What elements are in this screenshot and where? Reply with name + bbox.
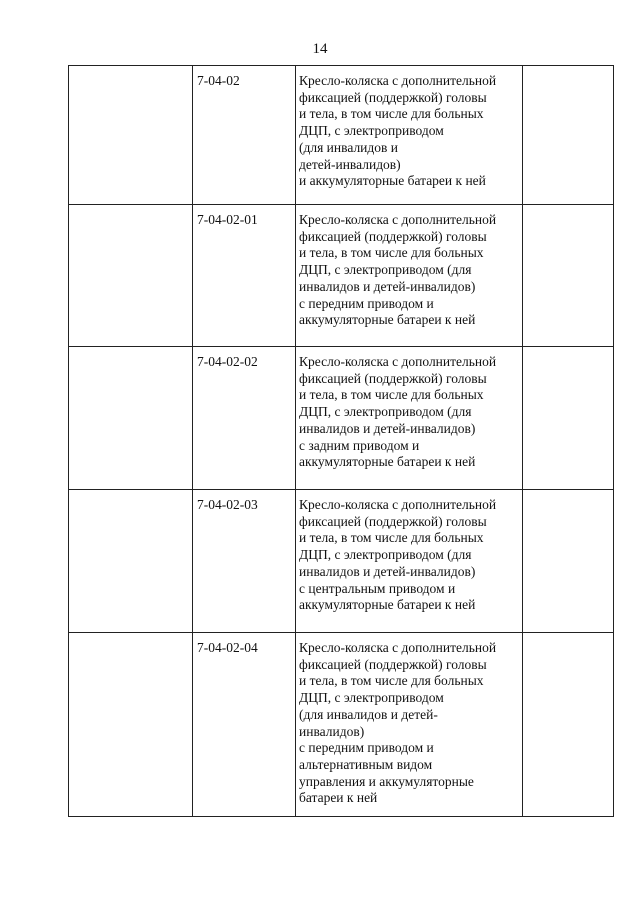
- empty-cell-last: [523, 633, 614, 817]
- description-line: Кресло-коляска с дополнительной: [299, 354, 497, 369]
- description-line: (для инвалидов и: [299, 139, 398, 155]
- description-line: аккумуляторные батареи к ней: [299, 454, 476, 470]
- product-description: [296, 205, 523, 347]
- description-line: и аккумуляторные батареи к ней: [299, 173, 486, 189]
- empty-cell-first: [69, 205, 193, 347]
- description-line: с передним приводом и: [299, 295, 434, 311]
- description-line: Кресло-коляска с дополнительной: [299, 497, 497, 512]
- product-description: [296, 66, 523, 205]
- table-row: [69, 347, 614, 490]
- description-line: Кресло-коляска с дополнительной: [299, 73, 497, 88]
- page-number: 14: [312, 41, 328, 57]
- description-line: аккумуляторные батареи к ней: [299, 597, 476, 613]
- product-code: 7-04-02-01: [193, 205, 296, 347]
- description-line: фиксацией (поддержкой) головы: [299, 89, 487, 105]
- description-line: и тела, в том числе для больных: [299, 673, 484, 689]
- description-line: фиксацией (поддержкой) головы: [299, 656, 487, 672]
- description-line: и тела, в том числе для больных: [299, 245, 484, 261]
- empty-cell-last: [523, 205, 614, 347]
- empty-cell-first: [69, 633, 193, 817]
- description-line: с передним приводом и: [299, 740, 434, 756]
- description-line: ДЦП, с электроприводом (для: [299, 262, 472, 278]
- description-line: аккумуляторные батареи к ней: [299, 312, 476, 328]
- table-row: [69, 490, 614, 633]
- table-row: [69, 66, 614, 205]
- product-description: [296, 347, 523, 490]
- product-code: 7-04-02: [193, 66, 296, 205]
- description-line: фиксацией (поддержкой) головы: [299, 228, 487, 244]
- description-line: инвалидов): [299, 723, 365, 739]
- empty-cell-first: [69, 66, 193, 205]
- description-line: (для инвалидов и детей-: [299, 706, 438, 722]
- empty-cell-last: [523, 66, 614, 205]
- description-line: ДЦП, с электроприводом (для: [299, 547, 472, 563]
- empty-cell-last: [523, 490, 614, 633]
- empty-cell-first: [69, 347, 193, 490]
- table-row: [69, 205, 614, 347]
- description-line: альтернативным видом: [299, 756, 433, 772]
- description-line: и тела, в том числе для больных: [299, 106, 484, 122]
- product-code: 7-04-02-03: [193, 490, 296, 633]
- product-table: [68, 65, 614, 817]
- description-line: инвалидов и детей-инвалидов): [299, 278, 476, 294]
- description-line: батареи к ней: [299, 790, 378, 806]
- description-line: Кресло-коляска с дополнительной: [299, 212, 497, 227]
- table-row: [69, 633, 614, 817]
- product-description: [296, 490, 523, 633]
- product-code: 7-04-02-04: [193, 633, 296, 817]
- product-code: 7-04-02-02: [193, 347, 296, 490]
- description-line: ДЦП, с электроприводом (для: [299, 404, 472, 420]
- description-line: и тела, в том числе для больных: [299, 530, 484, 546]
- description-line: с центральным приводом и: [299, 580, 456, 596]
- description-line: с задним приводом и: [299, 437, 420, 453]
- description-line: фиксацией (поддержкой) головы: [299, 513, 487, 529]
- description-line: инвалидов и детей-инвалидов): [299, 563, 476, 579]
- description-line: фиксацией (поддержкой) головы: [299, 370, 487, 386]
- empty-cell-first: [69, 490, 193, 633]
- product-description: [296, 633, 523, 817]
- description-line: управления и аккумуляторные: [299, 773, 474, 789]
- description-line: инвалидов и детей-инвалидов): [299, 420, 476, 436]
- description-line: детей-инвалидов): [299, 156, 401, 172]
- description-line: ДЦП, с электроприводом: [299, 123, 444, 139]
- empty-cell-last: [523, 347, 614, 490]
- description-line: и тела, в том числе для больных: [299, 387, 484, 403]
- description-line: ДЦП, с электроприводом: [299, 690, 444, 706]
- description-line: Кресло-коляска с дополнительной: [299, 640, 497, 655]
